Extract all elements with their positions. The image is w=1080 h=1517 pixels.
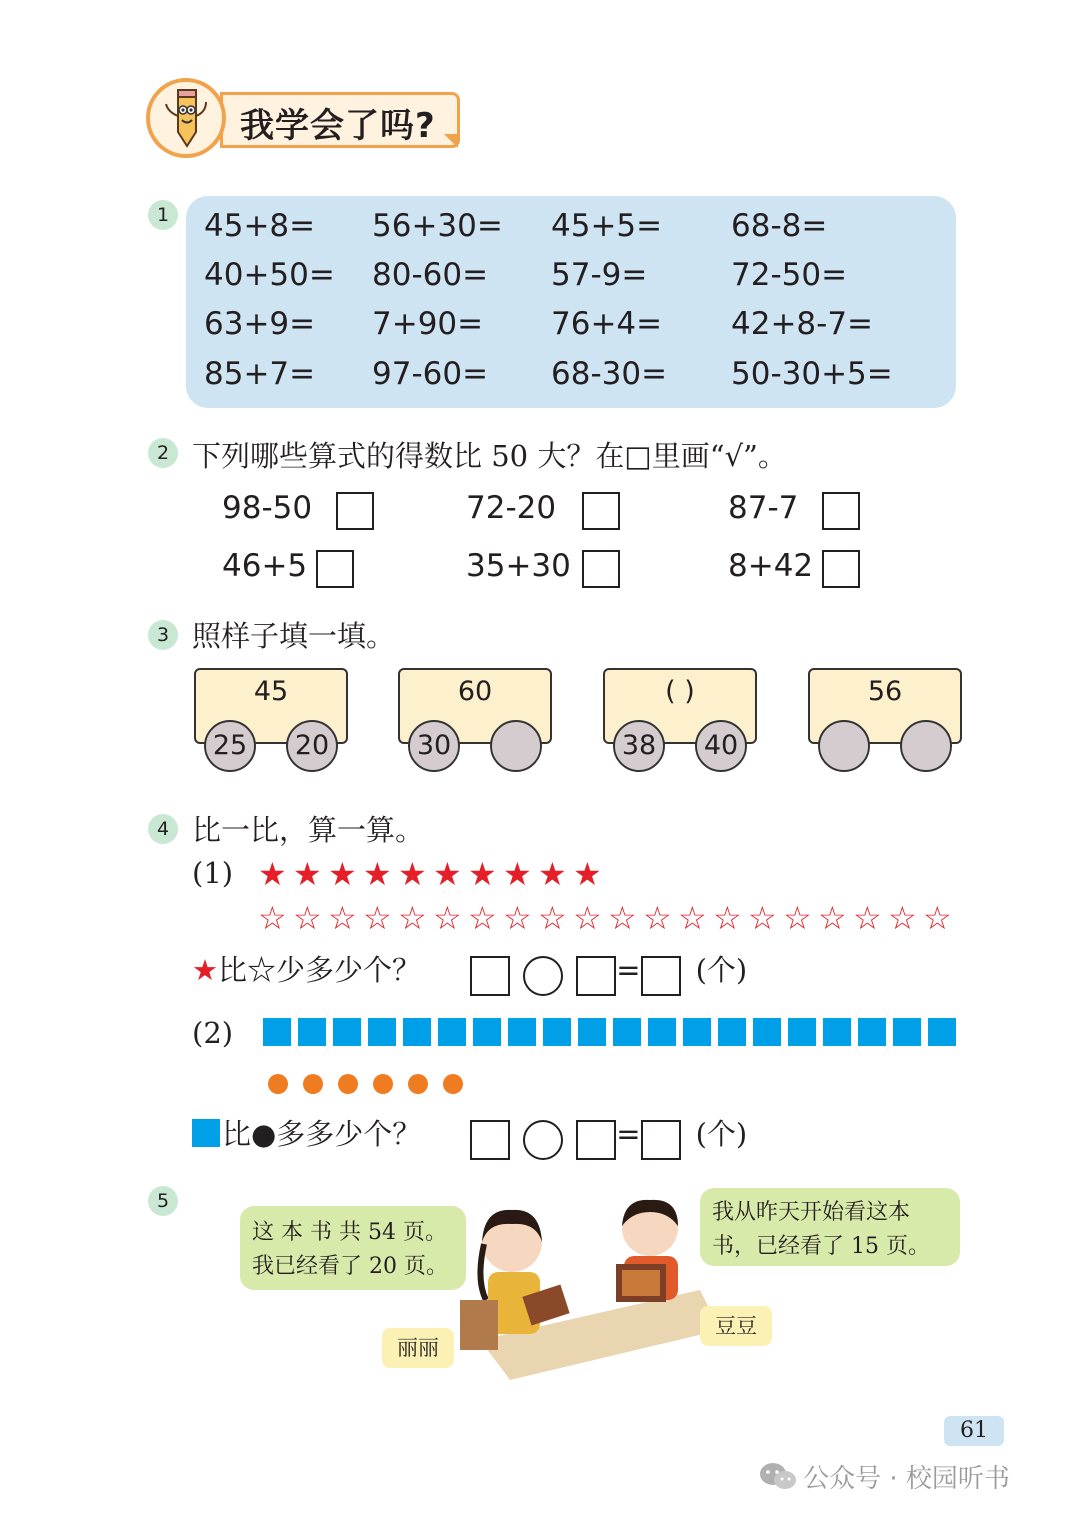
question-number-5: 5 [148,1186,178,1216]
blue-square-icon [578,1018,606,1046]
outline-star-icon: ☆ [818,899,847,937]
unit-label: (个) [695,953,748,987]
check-box[interactable] [336,492,374,530]
filled-star-icon: ★ [328,855,357,893]
part-2-question-line [192,1112,421,1153]
cart-top-number: 45 [253,676,289,707]
expression-label: 98-50 [222,490,313,526]
outline-star-icon: ☆ [923,899,952,937]
blue-square-icon [368,1018,396,1046]
outline-star-icon: ☆ [258,899,287,937]
pencil-mascot-icon [150,82,222,154]
check-box[interactable] [316,550,354,588]
cart-wheel-left: 30 [408,720,460,772]
cart-wheel-right: 20 [286,720,338,772]
calculation-item: 76+4= [551,306,663,342]
outline-star-icon: ☆ [363,899,392,937]
outline-star-icon: ☆ [433,899,462,937]
blue-square-icon [858,1018,886,1046]
calculation-item: 56+30= [372,208,503,244]
blue-square-icon [298,1018,326,1046]
blue-square-icon [928,1018,956,1046]
part-1-question: 比☆少多少个？ [218,953,422,987]
blue-square-icon [192,1119,220,1147]
name-tag-lili: 丽丽 [382,1328,454,1368]
children-reading-illustration [440,1190,720,1380]
filled-star-icon: ★ [503,855,532,893]
pencil-mascot-badge [146,78,226,158]
calculation-item: 97-60= [372,356,489,392]
filled-star-icon: ★ [468,855,497,893]
orange-dot-icon [373,1074,393,1094]
answer-box[interactable] [641,956,681,996]
calculation-item: 68-8= [731,208,828,244]
unit-label: (个) [695,1117,748,1151]
calculation-item: 45+5= [551,208,663,244]
speech-bubble-lili [240,1206,466,1290]
calculation-item: 40+50= [204,257,335,293]
wechat-icon [758,1461,798,1493]
bubble-lili-line-1: 这 本 书 共 54 页。 [252,1220,447,1245]
blue-square-icon [648,1018,676,1046]
blue-square-icon [788,1018,816,1046]
cart-wheel-left[interactable] [818,720,870,772]
blue-square-icon [473,1018,501,1046]
calculation-item: 80-60= [372,257,489,293]
bubble-lili-line-2: 我已经看了 20 页。 [252,1254,448,1279]
answer-box[interactable] [470,1120,510,1160]
part-2-question: 比●多多少个？ [222,1117,422,1151]
expression-label: 8+42 [728,548,814,584]
question-number-2: 2 [148,438,178,468]
blue-square-icon [613,1018,641,1046]
outline-star-icon: ☆ [853,899,882,937]
blue-square-icon [438,1018,466,1046]
blue-square-icon [683,1018,711,1046]
operator-circle[interactable] [523,1120,563,1160]
question-4-prompt: 比一比，算一算。 [192,813,425,847]
watermark-text: 公众号 · 校园听书 [803,1464,1010,1494]
outline-star-icon: ☆ [293,899,322,937]
part-2-answer-row [470,1112,747,1160]
outline-star-icon: ☆ [538,899,567,937]
answer-box[interactable] [641,1120,681,1160]
outline-star-icon: ☆ [503,899,532,937]
title-banner-corner [444,134,458,148]
check-box[interactable] [822,492,860,530]
outline-star-icon: ☆ [713,899,742,937]
filled-star-icon: ★ [538,855,567,893]
part-1-label: (1) [192,856,234,890]
filled-star-icon: ★ [433,855,462,893]
outline-star-icon: ☆ [573,899,602,937]
part-2-label: (2) [192,1016,234,1050]
name-tag-doudou: 豆豆 [700,1306,772,1346]
page-number: 61 [944,1416,1004,1446]
outline-star-icon: ☆ [888,899,917,937]
filled-star-icon: ★ [293,855,322,893]
blue-square-icon [753,1018,781,1046]
outline-star-icon: ☆ [678,899,707,937]
outline-star-icon: ☆ [328,899,357,937]
part-1-answer-row [470,948,747,996]
check-box[interactable] [582,550,620,588]
equals-sign: = [616,953,641,987]
outline-star-icon: ☆ [643,899,672,937]
question-3-prompt: 照样子填一填。 [192,619,396,653]
outline-star-icon: ☆ [468,899,497,937]
expression-label: 46+5 [222,548,308,584]
calculation-item: 50-30+5= [731,356,893,392]
blue-square-icon [263,1018,291,1046]
page-title: 我学会了吗? [240,106,436,146]
answer-box[interactable] [470,956,510,996]
answer-box[interactable] [576,1120,616,1160]
cart-top-number: 60 [457,676,493,707]
blue-square-icon [543,1018,571,1046]
check-box[interactable] [822,550,860,588]
equals-sign: = [616,1117,641,1151]
expression-label: 35+30 [466,548,571,584]
filled-star-icon: ★ [258,855,287,893]
orange-dot-icon [443,1074,463,1094]
cart-wheel-right[interactable] [490,720,542,772]
orange-dot-icon [268,1074,288,1094]
calculation-item: 7+90= [372,306,484,342]
cart-wheel-left: 25 [204,720,256,772]
filled-star-icon: ★ [398,855,427,893]
orange-dot-icon [408,1074,428,1094]
outline-star-icon: ☆ [608,899,637,937]
check-box[interactable] [582,492,620,530]
blue-square-icon [333,1018,361,1046]
question-number-4: 4 [148,814,178,844]
calculation-item: 68-30= [551,356,668,392]
calculation-item: 72-50= [731,257,848,293]
orange-dot-icon [303,1074,323,1094]
blue-square-icon [508,1018,536,1046]
filled-star-icon: ★ [192,953,218,987]
calculation-item: 42+8-7= [731,306,874,342]
filled-star-icon: ★ [363,855,392,893]
expression-label: 72-20 [466,490,557,526]
speech-bubble-doudou [700,1188,960,1266]
orange-dot-icon [338,1074,358,1094]
expression-label: 87-7 [728,490,799,526]
bubble-doudou-line-1: 我从昨天开始看这本 [712,1200,911,1225]
watermark [758,1458,1010,1495]
part-1-question-line [192,948,421,990]
cart-top-number: 56 [867,676,903,707]
operator-circle[interactable] [523,956,563,996]
question-number-1: 1 [148,200,178,230]
blue-square-icon [893,1018,921,1046]
bubble-doudou-line-2: 书，已经看了 15 页。 [712,1234,930,1259]
outline-star-icon: ☆ [748,899,777,937]
filled-star-icon: ★ [573,855,602,893]
calculation-item: 57-9= [551,257,648,293]
blue-square-icon [403,1018,431,1046]
blue-square-icon [718,1018,746,1046]
calculation-item: 63+9= [204,306,316,342]
cart-wheel-right[interactable] [900,720,952,772]
cart-wheel-right: 40 [695,720,747,772]
blue-square-icon [823,1018,851,1046]
question-2-prompt: 下列哪些算式的得数比 50 大？在□里画“√”。 [192,439,787,473]
calculation-item: 45+8= [204,208,316,244]
cart-top-number[interactable]: ( ) [665,676,695,707]
outline-star-icon: ☆ [783,899,812,937]
cart-wheel-left: 38 [613,720,665,772]
question-number-3: 3 [148,620,178,650]
outline-star-icon: ☆ [398,899,427,937]
answer-box[interactable] [576,956,616,996]
calculation-item: 85+7= [204,356,316,392]
